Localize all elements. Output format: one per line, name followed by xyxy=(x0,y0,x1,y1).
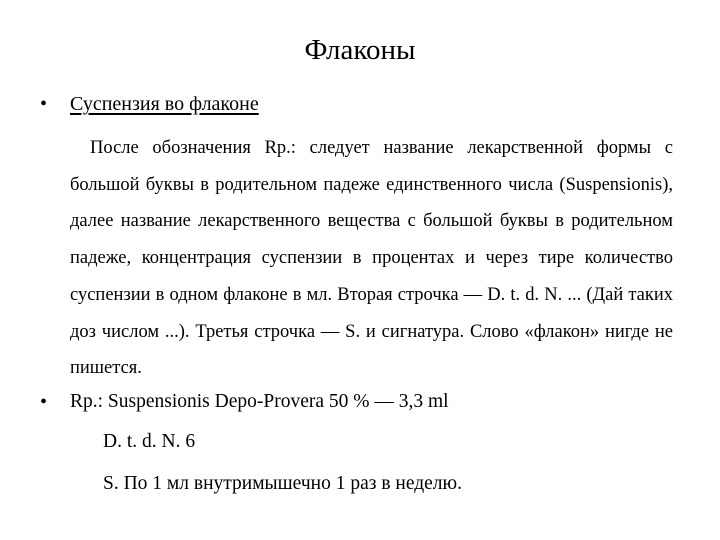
bullet-icon: • xyxy=(40,93,48,115)
prescription-line-rp: Rp.: Suspensionis Depo-Provera 50 % — 3,3 ml xyxy=(70,391,449,412)
description-paragraph: После обозначения Rp.: следует название лекарственной формы с большой буквы в родительном падеже единственного числа (Suspensionis), далее название лекарственного вещества с большой буквы в родительном падеже, концентрация суспензии в процентах и через тире количество суспензии в одном флаконе в мл. Вторая строчка — D. t. d. N. ... (Дай таких доз числом ...). Третья строчка — S. и сигнатура. Слово «флакон» нигде не пишется. xyxy=(70,138,673,379)
prescription-line-signa: S. По 1 мл внутримышечно 1 раз в неделю. xyxy=(103,473,462,494)
section-heading: Суспензия во флаконе xyxy=(70,93,259,115)
bullet-icon: • xyxy=(40,391,48,413)
prescription-line-dtdn: D. t. d. N. 6 xyxy=(103,431,196,452)
slide-title: Флаконы xyxy=(304,34,416,66)
